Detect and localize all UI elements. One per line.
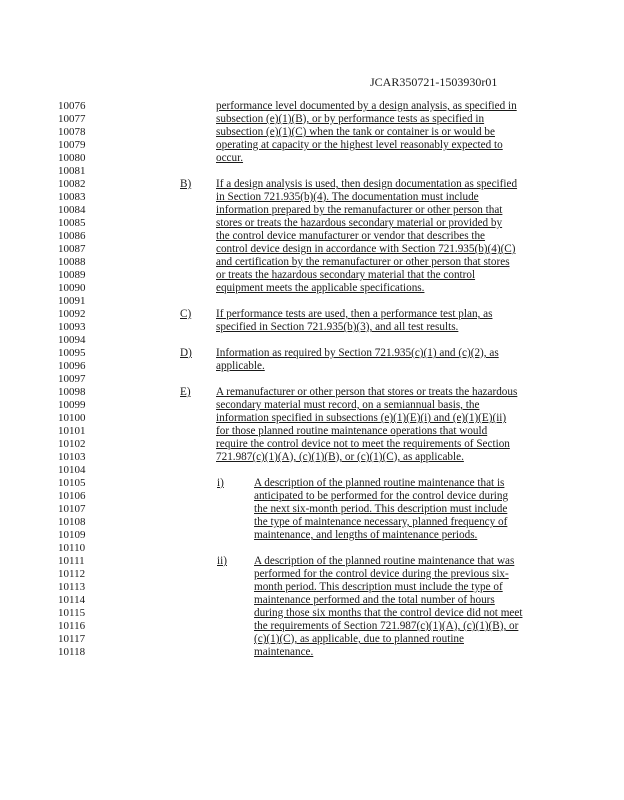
text-line: applicable. [216, 360, 265, 372]
text-line: or treats the hazardous secondary material that the control [216, 269, 476, 281]
line-number: 10104 [58, 464, 86, 476]
text-line: A description of the planned routine maintenance that was [254, 555, 515, 567]
text-line: information prepared by the remanufacturer or other person that [216, 204, 503, 216]
text-line: the next six-month period. This description must include [254, 503, 508, 515]
line-number: 10088 [58, 256, 86, 268]
text-line: 721.987(c)(1)(A), (c)(1)(B), or (c)(1)(C), as applicable. [216, 451, 464, 463]
text-line: the type of maintenance necessary, planned frequency of [254, 516, 508, 528]
line-number: 10111 [58, 555, 85, 567]
text-line: subsection (e)(1)(C) when the tank or container is or would be [216, 126, 495, 138]
line-number: 10103 [58, 451, 86, 463]
line-number: 10107 [58, 503, 86, 515]
text-line: in Section 721.935(b)(4). The documentation must include [216, 191, 479, 203]
line-number: 10116 [58, 620, 86, 632]
line-number: 10112 [58, 568, 86, 580]
line-number: 10097 [58, 373, 86, 385]
text-line: (c)(1)(C), as applicable, due to planned routine [254, 633, 464, 645]
line-number: 10090 [58, 282, 86, 294]
text-line: during those six months that the control device did not meet [254, 607, 523, 619]
text-line: maintenance performed and the total number of hours [254, 594, 495, 606]
line-number: 10100 [58, 412, 86, 424]
line-number: 10101 [58, 425, 86, 437]
subitem-label: i) [217, 477, 224, 489]
text-line: If performance tests are used, then a performance test plan, as [216, 308, 493, 320]
text-line: Information as required by Section 721.935(c)(1) and (c)(2), as [216, 347, 499, 359]
line-number: 10108 [58, 516, 86, 528]
text-line: occur. [216, 152, 244, 164]
line-number: 10085 [58, 217, 86, 229]
item-label: D) [180, 347, 192, 359]
line-number: 10109 [58, 529, 86, 541]
text-line: for those planned routine maintenance operations that would [216, 425, 488, 437]
line-number: 10096 [58, 360, 86, 372]
text-line: A remanufacturer or other person that stores or treats the hazardous [216, 386, 518, 398]
line-number: 10093 [58, 321, 86, 333]
line-number: 10076 [58, 100, 86, 112]
text-line: operating at capacity or the highest level reasonably expected to [216, 139, 503, 151]
line-number: 10087 [58, 243, 86, 255]
line-number: 10077 [58, 113, 86, 125]
text-line: If a design analysis is used, then design documentation as specified [216, 178, 518, 190]
line-number: 10102 [58, 438, 86, 450]
text-line: and certification by the remanufacturer or other person that stores [216, 256, 510, 268]
text-line: specified in Section 721.935(b)(3), and all test results. [216, 321, 459, 333]
line-number: 10117 [58, 633, 86, 645]
line-number: 10114 [58, 594, 86, 606]
text-line: anticipated to be performed for the control device during [254, 490, 509, 502]
text-line: the control device manufacturer or vendor that describes the [216, 230, 486, 242]
line-number: 10086 [58, 230, 86, 242]
item-label: C) [180, 308, 192, 320]
line-number: 10095 [58, 347, 86, 359]
text-line: subsection (e)(1)(B), or by performance tests as specified in [216, 113, 485, 125]
line-number: 10113 [58, 581, 86, 593]
line-number: 10082 [58, 178, 86, 190]
text-line: maintenance, and lengths of maintenance periods. [254, 529, 478, 541]
line-number: 10092 [58, 308, 86, 320]
line-number: 10099 [58, 399, 86, 411]
item-label: E) [180, 386, 191, 398]
text-line: information specified in subsections (e)(1)(E)(i) and (e)(1)(E)(ii) [216, 412, 507, 424]
line-number: 10115 [58, 607, 86, 619]
text-line: A description of the planned routine maintenance that is [254, 477, 505, 489]
line-number: 10083 [58, 191, 86, 203]
line-number: 10105 [58, 477, 86, 489]
line-number: 10081 [58, 165, 86, 177]
text-line: performed for the control device during the previous six- [254, 568, 509, 580]
line-number: 10110 [58, 542, 86, 554]
text-line: month period. This description must include the type of [254, 581, 503, 593]
text-line: performance level documented by a design analysis, as specified in [216, 100, 517, 112]
line-number: 10084 [58, 204, 86, 216]
text-line: maintenance. [254, 646, 314, 658]
text-line: control device design in accordance with Section 721.935(b)(4)(C) [216, 243, 516, 255]
text-line: secondary material must record, on a semiannual basis, the [216, 399, 480, 411]
line-number: 10078 [58, 126, 86, 138]
line-number: 10098 [58, 386, 86, 398]
text-line: stores or treats the hazardous secondary material or provided by [216, 217, 503, 229]
item-label: B) [180, 178, 192, 190]
line-number: 10079 [58, 139, 86, 151]
text-line: require the control device not to meet the requirements of Section [216, 438, 510, 450]
document-id: JCAR350721-1503930r01 [370, 75, 498, 89]
line-number: 10106 [58, 490, 86, 502]
line-number: 10080 [58, 152, 86, 164]
text-line: the requirements of Section 721.987(c)(1)(A), (c)(1)(B), or [254, 620, 519, 632]
line-number: 10089 [58, 269, 86, 281]
text-line: equipment meets the applicable specifications. [216, 282, 425, 294]
line-number: 10118 [58, 646, 86, 658]
line-number: 10091 [58, 295, 86, 307]
subitem-label: ii) [217, 555, 227, 567]
line-number: 10094 [58, 334, 86, 346]
